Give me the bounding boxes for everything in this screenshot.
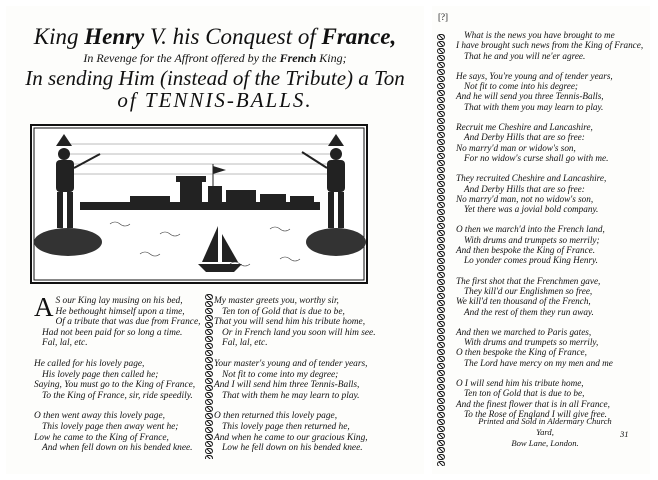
border-ornament — [437, 167, 445, 173]
ballad-title-line4: of TENNIS-BALLS. — [117, 88, 313, 112]
border-ornament — [437, 426, 445, 432]
border-ornament — [437, 216, 445, 222]
border-ornament — [205, 357, 213, 363]
border-ornament — [437, 321, 445, 327]
border-ornament — [437, 419, 445, 425]
border-ornament — [437, 363, 445, 369]
border-ornament — [205, 294, 213, 300]
border-ornament — [437, 251, 445, 257]
stanza: And then we marched to Paris gates, With drums and trumpets so merrily, O then bespoke the King of France, The Lord have mercy on my men and me — [456, 326, 613, 368]
border-ornament — [437, 384, 445, 390]
border-ornament — [205, 371, 213, 377]
stanza: He says, You're young and of tender years, Not fit to come into his degree; And he will send you three Tennis-Balls, That with them you may learn to play. — [456, 70, 613, 112]
border-ornament — [205, 434, 213, 440]
border-ornament — [437, 76, 445, 82]
border-ornament — [437, 69, 445, 75]
ballad-title-line2: In Revenge for the Affront offered by the French King; — [83, 51, 347, 65]
border-ornament — [437, 398, 445, 404]
border-ornament — [437, 279, 445, 285]
border-ornament — [437, 55, 445, 61]
border-ornament — [437, 104, 445, 110]
stanza: Recruit me Cheshire and Lancashire, And Derby Hills that are so free: No marry'd man or widow's son, For no widow's curse shall go with me. — [456, 122, 609, 163]
border-ornament — [205, 455, 213, 459]
border-ornament — [437, 237, 445, 243]
border-ornament — [205, 406, 213, 412]
border-ornament — [437, 293, 445, 299]
border-ornament — [205, 364, 213, 370]
border-ornament — [437, 195, 445, 201]
ballad-title-line1: King Henry V. his Conquest of France, — [33, 24, 397, 49]
border-ornament — [437, 118, 445, 124]
border-ornament — [437, 405, 445, 411]
verse-column-2: My master greets you, worthy sir, Ten ton of Gold that is due to be, That you will send him his tribute home, Or in French land you soon will him see. Fal, lal, etc. Your master's young and of tender years, Not fit to come into my degree; And I will send him three Tennis-Balls, That with them he may learn to play. O then returned this lovely page, This lovely page then returned he, And when he came to our gracious King, Low he fell down on his bended knee. — [214, 296, 376, 454]
stanza: O I will send him his tribute home, Ten ton of Gold that is due to be, And the finest flower that is in all France, To the Rose of England I will give free. — [456, 378, 610, 419]
border-ornament — [437, 300, 445, 306]
border-ornament — [205, 322, 213, 328]
stanza: The first shot that the Frenchmen gave, They kill'd our Englishmen so free, We kill'd ten thousand of the French, And the rest of them they run away. — [456, 275, 601, 317]
border-ornament — [437, 125, 445, 131]
border-ornament — [437, 223, 445, 229]
border-ornament — [437, 335, 445, 341]
border-ornament — [437, 307, 445, 313]
border-ornament — [205, 336, 213, 342]
border-ornament — [437, 83, 445, 89]
border-ornament — [437, 391, 445, 397]
border-ornament — [437, 342, 445, 348]
drop-cap: A — [34, 292, 54, 322]
border-ornament — [205, 378, 213, 384]
ballad-title-line3: In sending Him (instead of the Tribute) a Ton — [25, 66, 405, 90]
border-ornament — [437, 209, 445, 215]
border-ornament — [437, 454, 445, 460]
stanza: They recruited Cheshire and Lancashire, And Derby Hills that are so free: No marry'd man, not no widow's son, Yet there was a jovial bold company. — [456, 173, 607, 215]
page-number: 31 — [620, 429, 629, 439]
border-ornament — [205, 441, 213, 447]
border-ornament — [437, 286, 445, 292]
border-ornament — [205, 427, 213, 433]
border-ornament — [437, 433, 445, 439]
border-ornament — [205, 413, 213, 419]
woodcut-illustration — [30, 124, 368, 284]
border-ornament — [205, 343, 213, 349]
border-ornament — [437, 153, 445, 159]
border-ornament — [437, 244, 445, 250]
border-ornament — [437, 349, 445, 355]
corner-mark: [?] — [438, 12, 448, 22]
border-ornament — [437, 111, 445, 117]
border-ornament — [437, 97, 445, 103]
border-ornament — [437, 461, 445, 466]
border-ornament — [437, 272, 445, 278]
border-ornament — [205, 315, 213, 321]
border-ornament — [437, 412, 445, 418]
verse-column-1: A S our King lay musing on his bed, He bethought himself upon a time, Of a tribute that was due from France, Had not been paid for so long a time. Fal, lal, etc. He called for his lovely page, His lovely page then called he; Saying, You must go to the King of France, To the King of France, sir, ride speedily. O then went away this lovely page, This lovely page then away went he; Low he came to the King of France, And when fell down on his bended knee. — [34, 292, 201, 454]
border-ornament — [437, 139, 445, 145]
border-ornament — [205, 420, 213, 426]
border-ornament — [205, 448, 213, 454]
border-ornament — [437, 440, 445, 446]
border-ornament — [437, 356, 445, 362]
border-ornament — [437, 447, 445, 453]
border-ornament — [205, 301, 213, 307]
border-ornament — [205, 392, 213, 398]
stanza: O then we march'd into the French land, With drums and trumpets so merrily; And then bespoke the King of France. Lo yonder comes proud King Henry. — [456, 224, 605, 266]
ornamental-border-right — [436, 34, 446, 466]
border-ornament — [205, 308, 213, 314]
border-ornament — [437, 258, 445, 264]
verse-column-3 — [456, 30, 658, 429]
border-ornament — [437, 90, 445, 96]
border-ornament — [437, 48, 445, 54]
border-ornament — [437, 181, 445, 187]
border-ornament — [205, 350, 213, 356]
ornamental-border — [204, 294, 214, 459]
border-ornament — [437, 188, 445, 194]
border-ornament — [205, 385, 213, 391]
border-ornament — [437, 41, 445, 47]
border-ornament — [437, 377, 445, 383]
border-ornament — [437, 328, 445, 334]
border-ornament — [437, 132, 445, 138]
border-ornament — [437, 314, 445, 320]
border-ornament — [205, 329, 213, 335]
border-ornament — [437, 146, 445, 152]
border-ornament — [205, 399, 213, 405]
border-ornament — [437, 62, 445, 68]
border-ornament — [437, 370, 445, 376]
border-ornament — [437, 202, 445, 208]
border-ornament — [437, 34, 445, 40]
border-ornament — [437, 230, 445, 236]
border-ornament — [437, 265, 445, 271]
border-ornament — [437, 160, 445, 166]
stanza: What is the news you have brought to me I have brought such news from the King of France, That he and you will ne'er agree. — [456, 30, 644, 61]
border-ornament — [437, 174, 445, 180]
printer-imprint: Printed and Sold in Aldermary Church Yard, Bow Lane, London. — [478, 416, 612, 448]
